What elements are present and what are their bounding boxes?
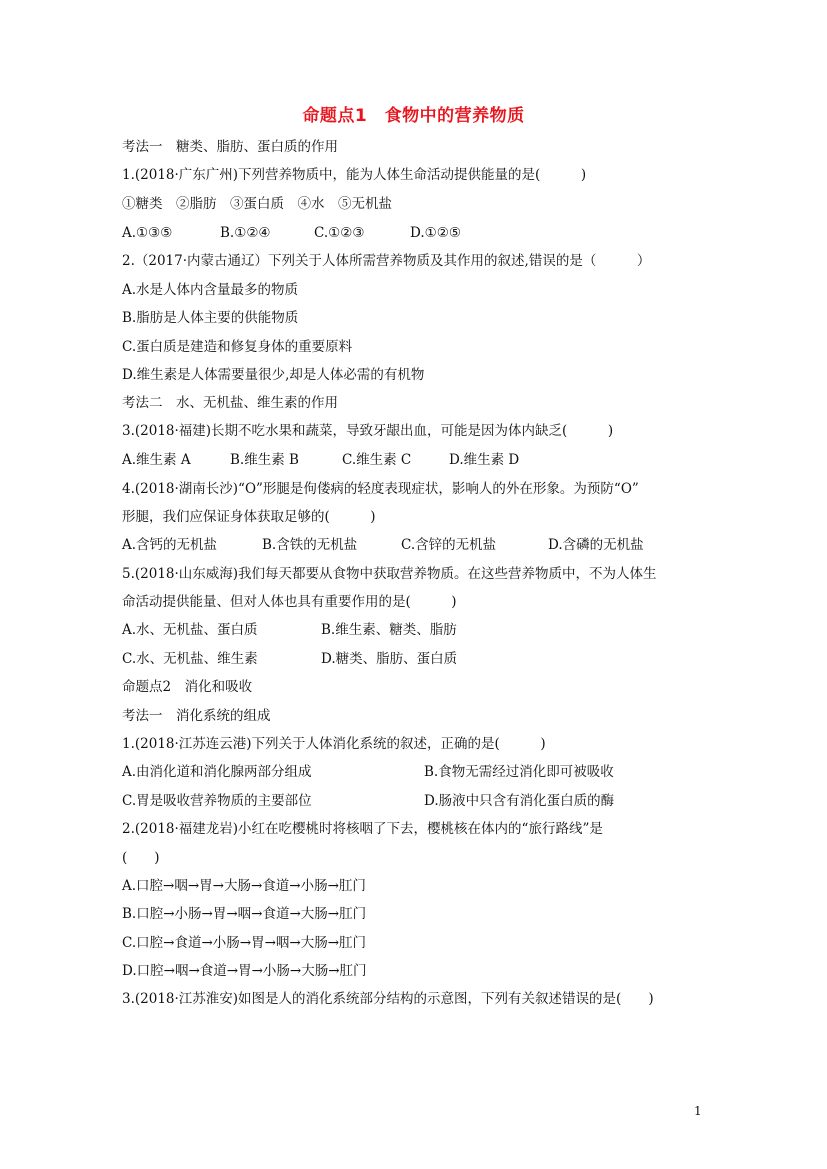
option-d: D.维生素 D — [449, 452, 520, 468]
option-c: C.①②③ — [314, 225, 365, 241]
option-d: D.含磷的无机盐 — [548, 537, 644, 553]
option-b: B.①②④ — [220, 225, 271, 241]
option-c: C.蛋白质是建造和修复身体的重要原料 — [122, 339, 353, 355]
option-c: C.含锌的无机盐 — [401, 537, 497, 553]
option-a: A.含钙的无机盐 — [122, 537, 218, 553]
option-b: B.维生素 B — [230, 452, 299, 468]
section-heading: 命题点2 消化和吸收 — [122, 679, 253, 695]
option-d: D.肠液中只含有消化蛋白质的酶 — [424, 793, 615, 809]
question-stem-line1: 2.(2018·福建龙岩)小红在吃樱桃时将核咽了下去，樱桃核在体内的“旅行路线”是 — [122, 821, 603, 837]
question-stem-line2: 命活动提供能量、但对人体也具有重要作用的是( ) — [122, 594, 457, 610]
method-heading: 考法二 水、无机盐、维生素的作用 — [122, 395, 338, 411]
method-heading: 考法一 糖类、脂肪、蛋白质的作用 — [122, 139, 338, 155]
question-stem: 1.(2018·广东广州)下列营养物质中，能为人体生命活动提供能量的是( ) — [122, 167, 587, 183]
option-d: D.①②⑤ — [410, 225, 461, 241]
option-c: C.水、无机盐、维生素 — [122, 651, 258, 667]
page-number: 1 — [694, 1104, 702, 1118]
question-items: ①糖类 ②脂肪 ③蛋白质 ④水 ⑤无机盐 — [122, 196, 392, 212]
option-a: A.口腔→咽→胃→大肠→食道→小肠→肛门 — [122, 878, 366, 894]
option-a: A.水、无机盐、蛋白质 — [122, 622, 258, 638]
option-b: B.维生素、糖类、脂肪 — [321, 622, 457, 638]
option-b: B.含铁的无机盐 — [262, 537, 358, 553]
option-a: A.水是人体内含量最多的物质 — [122, 282, 299, 298]
option-a: A.①③⑤ — [122, 225, 173, 241]
page-title: 命题点1 食物中的营养物质 — [302, 106, 525, 126]
option-d: D.维生素是人体需要量很少,却是人体必需的有机物 — [122, 367, 425, 383]
question-stem-line2: ( ) — [122, 850, 160, 866]
option-c: C.口腔→食道→小肠→胃→咽→大肠→肛门 — [122, 935, 367, 951]
option-b: B.口腔→小肠→胃→咽→食道→大肠→肛门 — [122, 906, 367, 922]
option-c: C.维生素 C — [342, 452, 412, 468]
question-stem-line1: 4.(2018·湖南长沙)“O”形腿是佝偻病的轻度表现症状，影响人的外在形象。为预防“O” — [122, 481, 639, 497]
option-d: D.口腔→咽→食道→胃→小肠→大肠→肛门 — [122, 963, 367, 979]
option-b: B.脂肪是人体主要的供能物质 — [122, 310, 299, 326]
option-d: D.糖类、脂肪、蛋白质 — [321, 651, 458, 667]
option-a: A.由消化道和消化腺两部分组成 — [122, 764, 312, 780]
question-stem: 3.(2018·福建)长期不吃水果和蔬菜，导致牙龈出血，可能是因为体内缺乏( ) — [122, 423, 614, 439]
question-stem: 1.(2018·江苏连云港)下列关于人体消化系统的叙述，正确的是( ) — [122, 736, 546, 752]
option-a: A.维生素 A — [122, 452, 191, 468]
method-heading: 考法一 消化系统的组成 — [122, 708, 271, 724]
question-stem-line1: 5.(2018·山东威海)我们每天都要从食物中获取营养物质。在这些营养物质中，不为人体生 — [122, 566, 657, 582]
question-stem-line2: 形腿，我们应保证身体获取足够的( ) — [122, 509, 376, 525]
question-stem: 3.(2018·江苏淮安)如图是人的消化系统部分结构的示意图，下列有关叙述错误的是( ) — [122, 991, 654, 1007]
question-stem: 2.（2017·内蒙古通辽）下列关于人体所需营养物质及其作用的叙述,错误的是（ ） — [122, 253, 651, 269]
option-b: B.食物无需经过消化即可被吸收 — [424, 764, 614, 780]
option-c: C.胃是吸收营养物质的主要部位 — [122, 793, 312, 809]
